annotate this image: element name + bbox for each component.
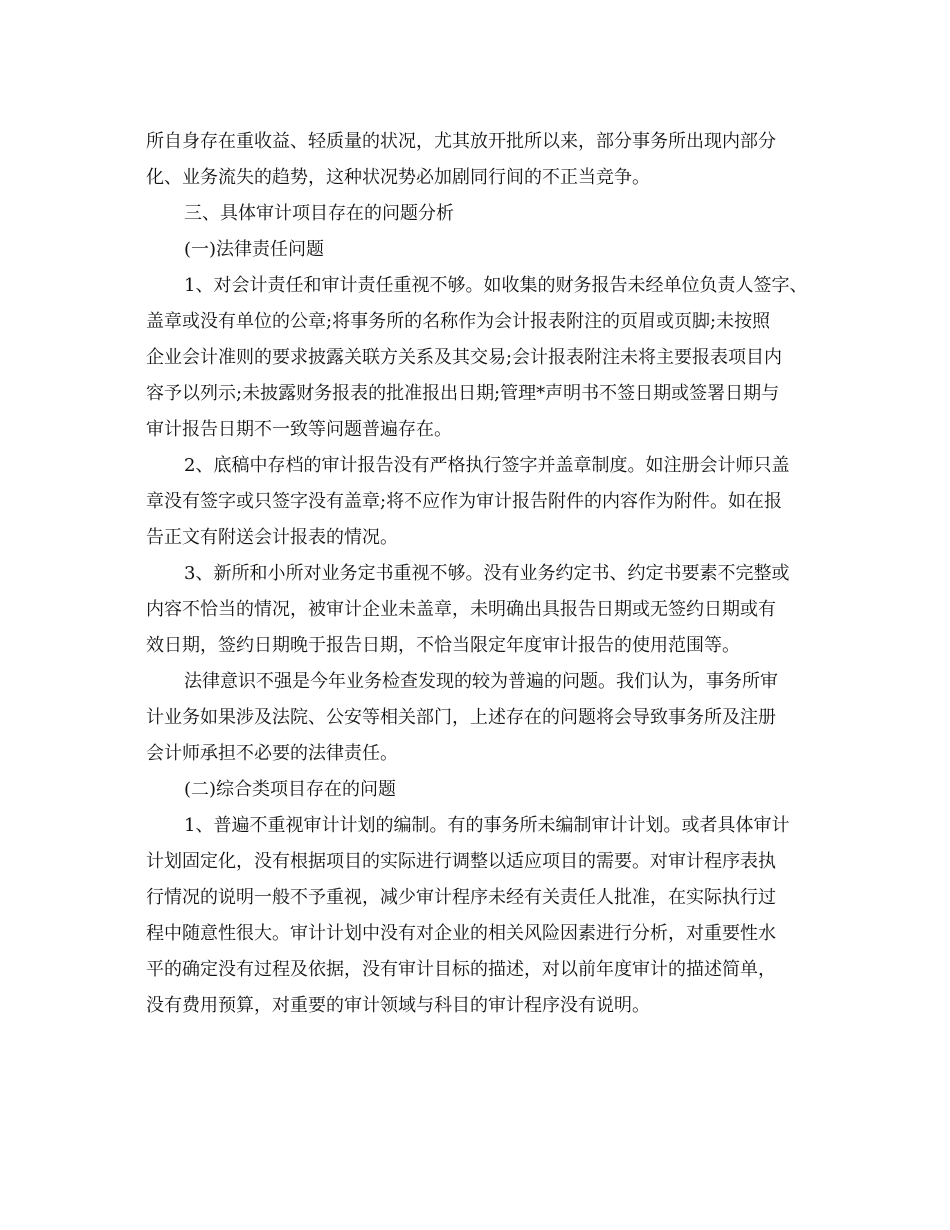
text-line: 容予以列示;未披露财务报表的批准报出日期;管理*声明书不签日期或签署日期与 [146, 383, 780, 404]
text-line: 没有费用预算，对重要的审计领域与科目的审计程序没有说明。 [146, 995, 650, 1016]
text-line: 行情况的说明一般不予重视，减少审计程序未经有关责任人批准，在实际执行过 [146, 887, 776, 908]
text-line: 审计报告日期不一致等问题普遍存在。 [146, 419, 452, 440]
text-line: 内容不恰当的情况，被审计企业未盖章，未明确出具报告日期或无签约日期或有 [146, 599, 776, 620]
section-heading: 三、具体审计项目存在的问题分析 [184, 203, 454, 224]
text-line: 章没有签字或只签字没有盖章;将不应作为审计报告附件的内容作为附件。如在报 [146, 491, 783, 512]
text-line: 程中随意性很大。审计计划中没有对企业的相关风险因素进行分析，对重要性水 [146, 923, 776, 944]
paragraph-start: 3、新所和小所对业务定书重视不够。没有业务约定书、约定书要素不完整或 [184, 563, 790, 584]
paragraph-start: 1、普遍不重视审计计划的编制。有的事务所未编制审计计划。或者具体审计 [184, 815, 790, 836]
text-line: 会计师承担不必要的法律责任。 [146, 743, 398, 764]
paragraph-start: 2、底稿中存档的审计报告没有严格执行签字并盖章制度。如注册会计师只盖 [184, 455, 790, 476]
text-line: 企业会计准则的要求披露关联方关系及其交易;会计报表附注未将主要报表项目内 [146, 347, 783, 368]
text-line: 平的确定没有过程及依据，没有审计目标的描述，对以前年度审计的描述简单， [146, 959, 776, 980]
text-line: 告正文有附送会计报表的情况。 [146, 527, 398, 548]
paragraph-start: 法律意识不强是今年业务检查发现的较为普遍的问题。我们认为，事务所审 [184, 671, 778, 692]
text-line: 化、业务流失的趋势，这种状况势必加剧同行间的不正当竞争。 [146, 167, 650, 188]
text-line: 效日期，签约日期晚于报告日期，不恰当限定年度审计报告的使用范围等。 [146, 635, 740, 656]
paragraph-start: 1、对会计责任和审计责任重视不够。如收集的财务报告未经单位负责人签字、 [184, 275, 808, 296]
text-line: 盖章或没有单位的公章;将事务所的名称作为会计报表附注的页眉或页脚;未按照 [146, 311, 771, 332]
subsection-heading: (一)法律责任问题 [184, 239, 325, 260]
text-line: 计划固定化，没有根据项目的实际进行调整以适应项目的需要。对审计程序表执 [146, 851, 776, 872]
subsection-heading: (二)综合类项目存在的问题 [184, 779, 397, 800]
document-body [146, 124, 826, 1024]
text-line: 计业务如果涉及法院、公安等相关部门，上述存在的问题将会导致事务所及注册 [146, 707, 776, 728]
text-line: 所自身存在重收益、轻质量的状况，尤其放开批所以来，部分事务所出现内部分 [146, 131, 776, 152]
